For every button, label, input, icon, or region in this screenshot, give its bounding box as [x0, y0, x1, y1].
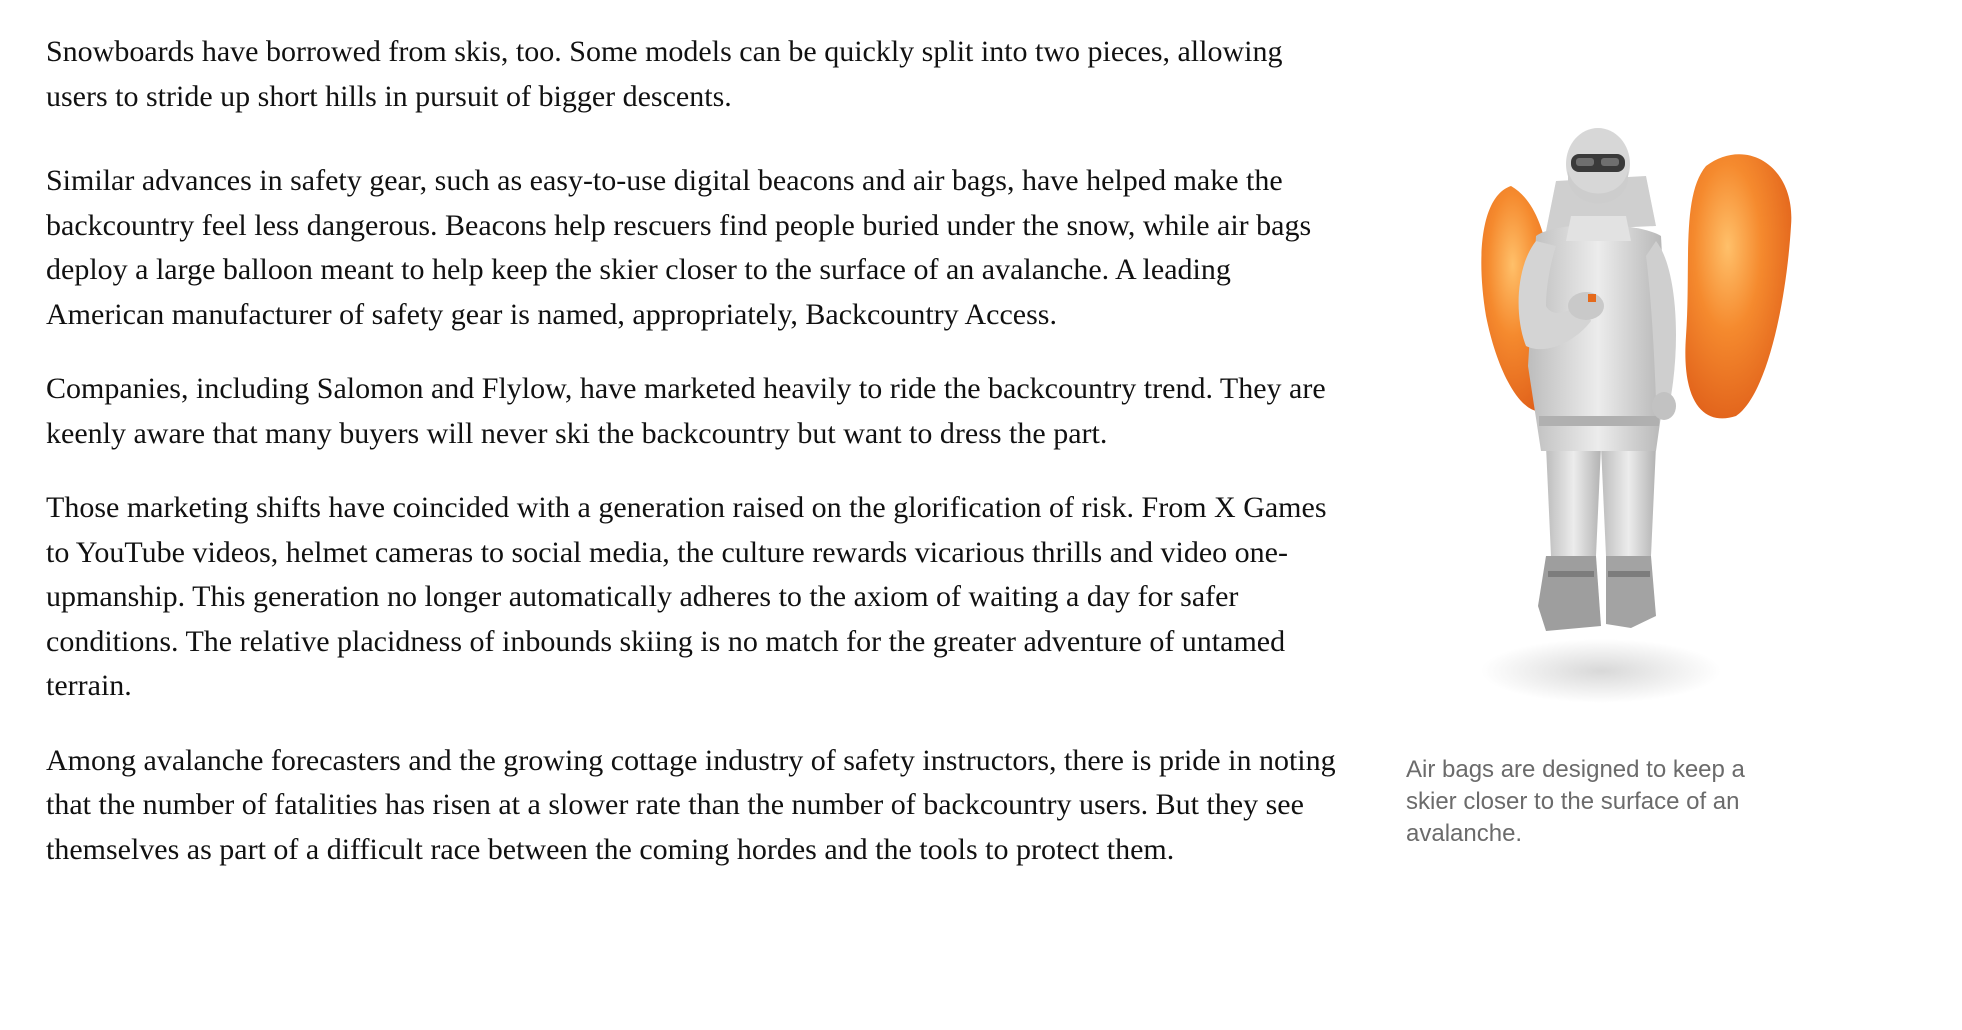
goggles-lens: [1601, 158, 1619, 166]
article-paragraph: Those marketing shifts have coincided with a generation raised on the glorification of risk. From X Games to YouTube videos, helmet cameras to social media, the culture rewards vicarious thrills and video one-upmanship. This generation no longer automatically adheres to the axiom of waiting a day for safer conditions. The relative placidness of inbounds skiing is no match for the greater adventure of untamed terrain.: [46, 491, 1327, 702]
right-leg: [1601, 446, 1656, 556]
boot-buckle: [1608, 571, 1650, 577]
boot-buckle: [1548, 571, 1594, 577]
article-paragraph: Snowboards have borrowed from skis, too. Some models can be quickly split into two pieces, allowing users to stride up short hills in pursuit of bigger descents.: [46, 35, 1283, 113]
right-boot: [1606, 556, 1656, 628]
hand: [1568, 292, 1604, 320]
article-paragraph: Similar advances in safety gear, such as easy-to-use digital beacons and air bags, have helped make the backcountry feel less dangerous. Beacons help rescuers find people buried under the snow, while air bags deploy a large balloon meant to help keep the skier closer to the surface of an avalanche. A leading American manufacturer of safety gear is named, appropriately, Backcountry Access.: [46, 164, 1312, 331]
goggles-lens: [1576, 158, 1594, 166]
article-paragraph: Companies, including Salomon and Flylow, have marketed heavily to ride the backcountry trend. They are keenly aware that many buyers will never ski the backcountry but want to dress the part.: [46, 372, 1326, 450]
right-airbag: [1685, 154, 1791, 418]
belt: [1539, 416, 1659, 426]
article-body: [46, 30, 1336, 872]
left-leg: [1546, 446, 1601, 556]
article-paragraph: Among avalanche forecasters and the growing cottage industry of safety instructors, there is pride in noting that the number of fatalities has risen at a slower rate than the number of backcountry users. But they see themselves as part of a difficult race between the coming hordes and the tools to protect them.: [46, 743, 1336, 866]
airbag-trigger: [1588, 294, 1596, 302]
left-boot: [1538, 556, 1601, 631]
right-hand: [1652, 392, 1676, 420]
skier-airbag-illustration: [1406, 116, 1816, 748]
collar: [1566, 216, 1631, 241]
ground-shadow: [1481, 639, 1721, 703]
article-figure: [1406, 116, 1816, 850]
figure-caption: Air bags are designed to keep a skier closer to the surface of an avalanche.: [1406, 756, 1745, 847]
